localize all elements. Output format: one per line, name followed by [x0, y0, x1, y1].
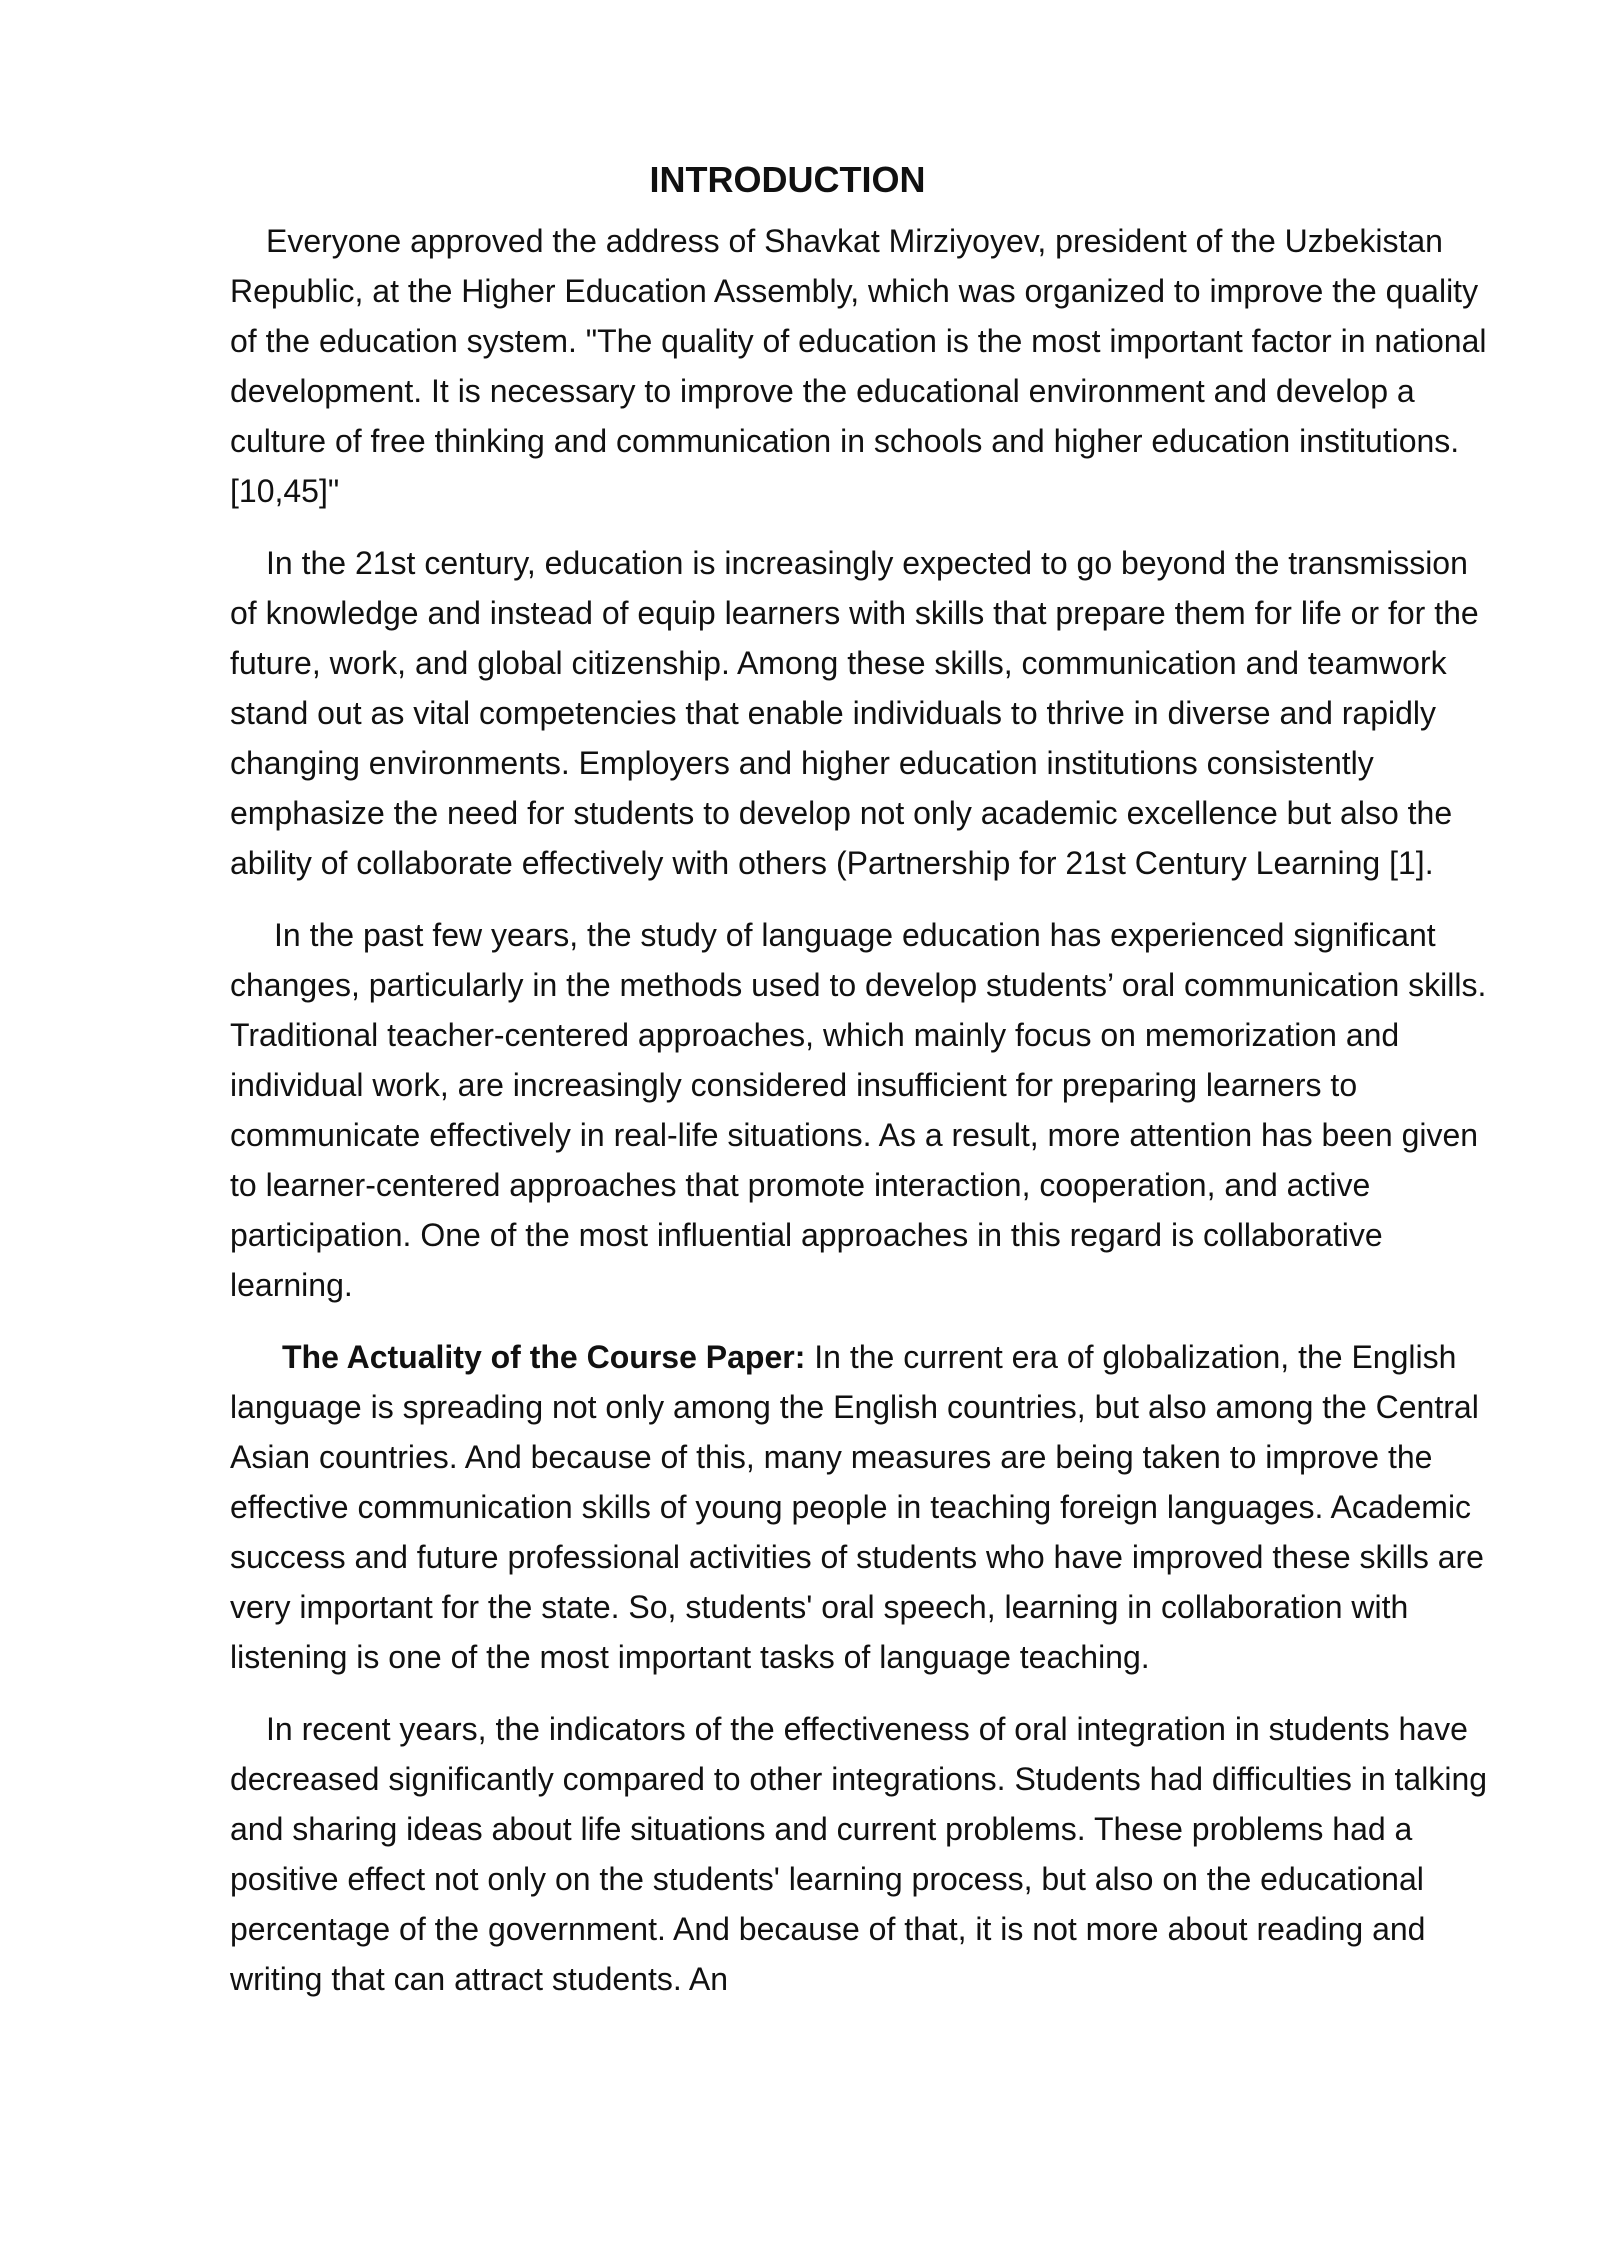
paragraph-2-text: In the 21st century, education is increasingly expected to go beyond the transmission of knowledge and instead of equip learners with skills that prepare them for life or for the future, work, and global citizenship. Among these skills, communication and teamwork stand out as vital competencies that enable individuals to thrive in diverse and rapidly changing environments. Employers and higher education institutions consistently emphasize the need for students to develop not only academic excellence but also the ability of collaborate effectively with others (Partnership for 21st Century Learning [1]. [230, 545, 1479, 881]
paragraph-1-text: Everyone approved the address of Shavkat Mirziyoyev, president of the Uzbekistan Republic, at the Higher Education Assembly, which was organized to improve the quality of the education system. "The quality of education is the most important factor in national development. It is necessary to improve the educational environment and develop a culture of free thinking and communication in schools and higher education institutions.[10,45]" [230, 223, 1487, 509]
paragraph-4 [230, 1332, 1500, 1682]
document-heading: INTRODUCTION [649, 159, 926, 200]
paragraph-5-text: In recent years, the indicators of the effectiveness of oral integration in students have decreased significantly compared to other integrations. Students had difficulties in talking and sharing ideas about life situations and current problems. These problems had a positive effect not only on the students' learning process, but also on the educational percentage of the government. And because of that, it is not more about reading and writing that can attract students. An [230, 1711, 1488, 1997]
paragraph-1 [230, 216, 1500, 516]
document-page [230, 150, 1500, 2026]
paragraph-4-text: In the current era of globalization, the English language is spreading not only among the English countries, but also among the Central Asian countries. And because of this, many measures are being taken to improve the effective communication skills of young people in teaching foreign languages. Academic success and future professional activities of students who have improved these skills are very important for the state. So, students' oral speech, learning in collaboration with listening is one of the most important tasks of language teaching. [230, 1339, 1484, 1675]
paragraph-3-text: In the past few years, the study of language education has experienced significant changes, particularly in the methods used to develop students’ oral communication skills. Traditional teacher-centered approaches, which mainly focus on memorization and individual work, are increasingly considered insufficient for preparing learners to communicate effectively in real-life situations. As a result, more attention has been given to learner-centered approaches that promote interaction, cooperation, and active participation. One of the most influential approaches in this regard is collaborative learning. [230, 917, 1487, 1303]
actuality-label: The Actuality of the Course Paper: [282, 1339, 806, 1375]
paragraph-3 [230, 910, 1500, 1310]
paragraph-5 [230, 1704, 1500, 2004]
paragraph-2 [230, 538, 1500, 888]
